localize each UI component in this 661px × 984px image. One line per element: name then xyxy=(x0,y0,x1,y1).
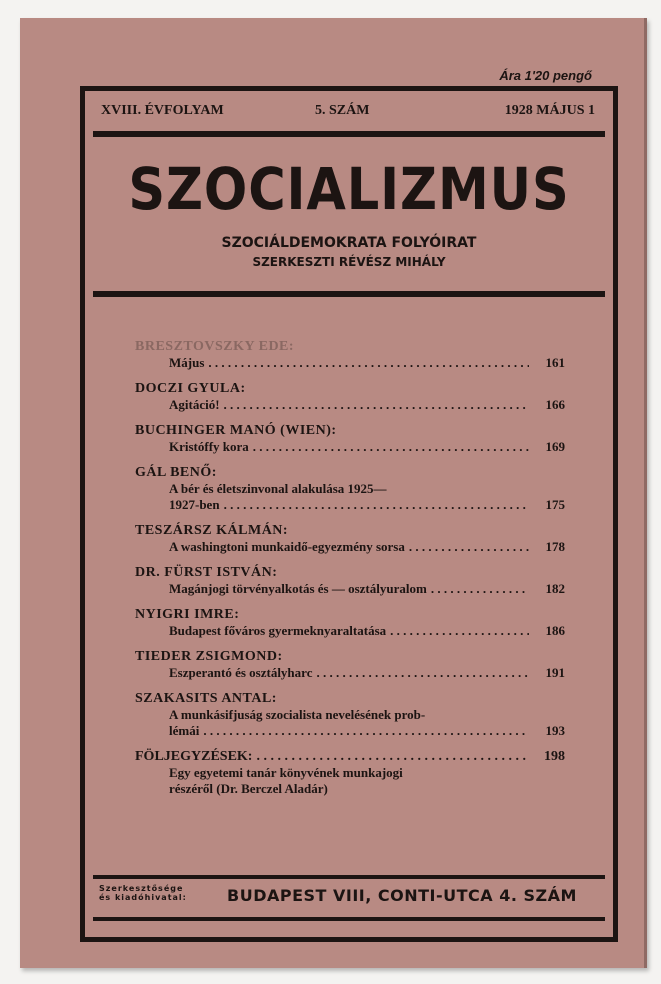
toc-note-line: részéről (Dr. Berczel Aladár) xyxy=(169,781,328,796)
issue-header xyxy=(85,103,613,121)
publisher-footer xyxy=(93,875,605,921)
magazine-cover xyxy=(20,18,647,968)
publisher-label: Szerkesztősége és kiadóhivatal: xyxy=(99,884,187,902)
price-label: Ára 1'20 pengő xyxy=(499,68,592,83)
table-of-contents xyxy=(135,339,565,797)
toc-entry: Május . . . 161 xyxy=(135,355,565,371)
toc-entry: Magánjogi törvényalkotás és — osztályuralom . . . 182 xyxy=(135,581,565,597)
toc-author: SZAKASITS ANTAL: xyxy=(135,691,277,706)
editor-line: SZERKESZTI RÉVÉSZ MIHÁLY xyxy=(252,255,446,269)
toc-entry: lémái . . . 193 xyxy=(135,723,565,739)
toc-title-line: A munkásifjuság szocialista nevelésének prob- xyxy=(169,707,426,722)
toc-entry: Eszperantó és osztályharc . . . 191 xyxy=(135,665,565,681)
toc-author: DR. FÜRST ISTVÁN: xyxy=(135,565,278,580)
toc-entry: Kristóffy kora . . . 169 xyxy=(135,439,565,455)
magazine-title: SZOCIALIZMUS xyxy=(128,155,570,223)
toc-author: BUCHINGER MANÓ (WIEN): xyxy=(135,423,337,438)
magazine-subtitle: SZOCIÁLDEMOKRATA FOLYÓIRAT xyxy=(221,235,477,251)
toc-entry-notes: FÖLJEGYZÉSEK: . . . 198 xyxy=(135,749,565,765)
toc-note-line: Egy egyetemi tanár könyvének munkajogi xyxy=(169,765,403,780)
issue-number: 5. SZÁM xyxy=(315,103,370,118)
title-rule xyxy=(93,291,605,297)
toc-author: BRESZTOVSZKY EDE: xyxy=(135,339,295,354)
toc-entry: Budapest főváros gyermeknyaraltatása . . . 186 xyxy=(135,623,565,639)
toc-author: DOCZI GYULA: xyxy=(135,381,246,396)
header-rule xyxy=(93,131,605,137)
publisher-address: BUDAPEST VIII, CONTI-UTCA 4. SZÁM xyxy=(227,886,577,905)
toc-entry: Agitáció! . . . 166 xyxy=(135,397,565,413)
volume-label: XVIII. ÉVFOLYAM xyxy=(101,103,224,118)
toc-author: NYIGRI IMRE: xyxy=(135,607,240,622)
toc-title-line: A bér és életszinvonal alakulása 1925— xyxy=(169,481,387,496)
cover-frame xyxy=(80,86,618,942)
toc-entry: 1927-ben . . . 175 xyxy=(135,497,565,513)
toc-author: TIEDER ZSIGMOND: xyxy=(135,649,283,664)
toc-author: TESZÁRSZ KÁLMÁN: xyxy=(135,523,289,538)
toc-entry: A washingtoni munkaidő-egyezmény sorsa . . . 178 xyxy=(135,539,565,555)
toc-author: GÁL BENŐ: xyxy=(135,465,217,480)
issue-date: 1928 MÁJUS 1 xyxy=(504,103,595,118)
